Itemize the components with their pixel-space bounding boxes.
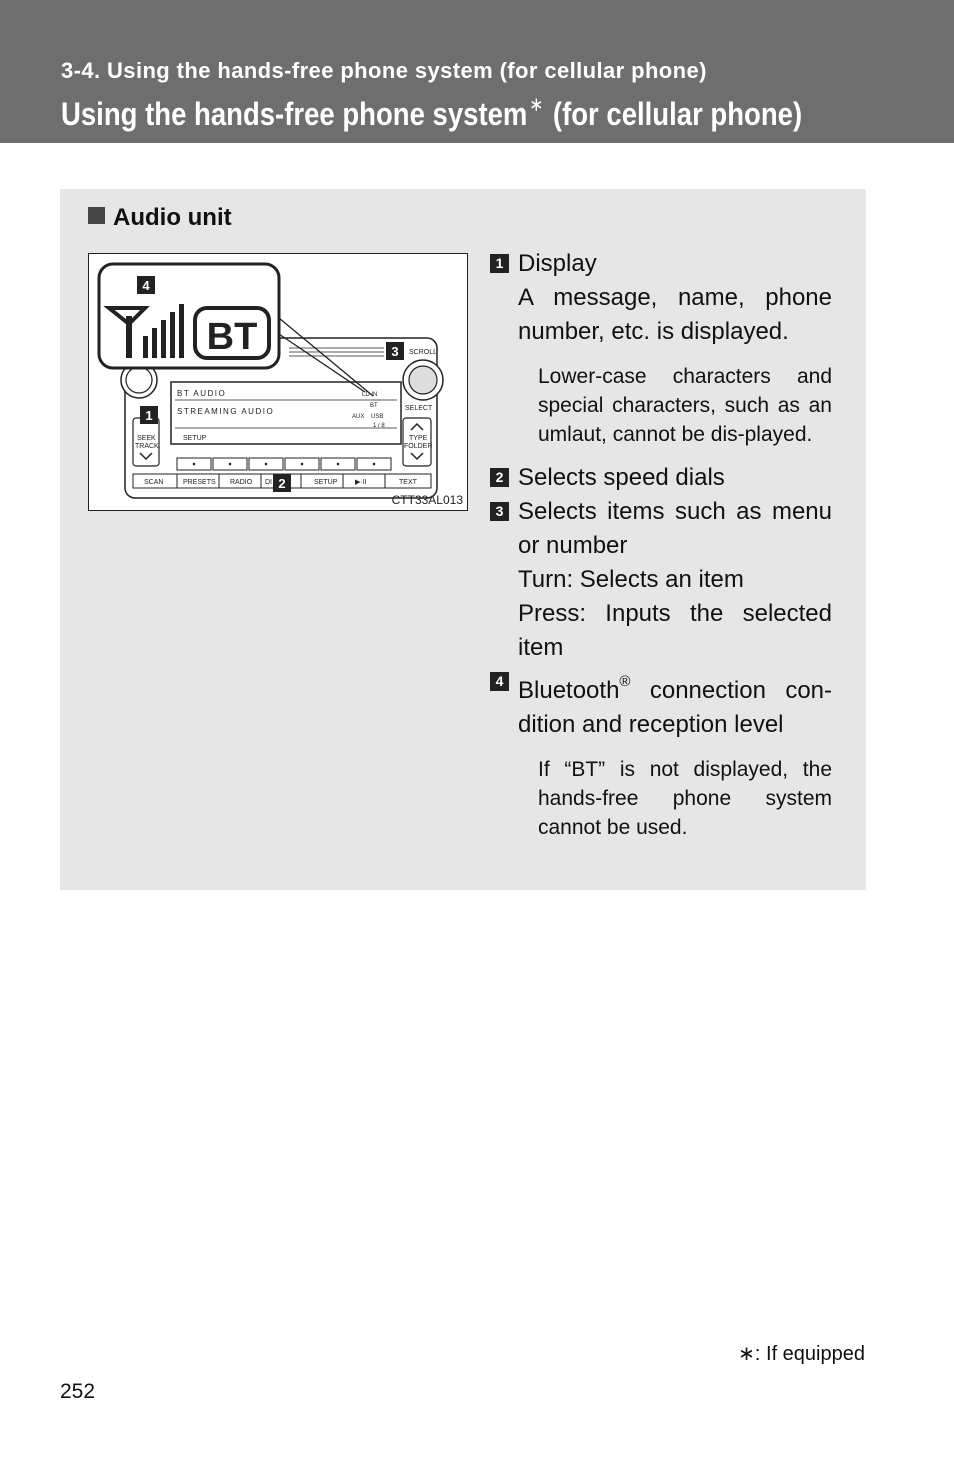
chapter-header xyxy=(0,0,954,143)
item-title: Display xyxy=(518,250,597,277)
item-line: A message, name, phone number, etc. is displayed. xyxy=(518,284,832,345)
callout-3: 3 xyxy=(391,344,399,359)
callout-1: 1 xyxy=(145,408,153,423)
screen-line-2: STREAMING AUDIO xyxy=(177,407,275,416)
callout-2: 2 xyxy=(278,476,286,491)
item-note: If “BT” is not displayed, the hands-free phone system cannot be used. xyxy=(538,758,832,839)
page-title-main: Using the hands-free phone system xyxy=(61,96,528,132)
square-bullet-icon xyxy=(88,207,105,224)
item-title-text: Bluetooth xyxy=(518,677,620,704)
button-setup: SETUP xyxy=(314,479,338,486)
folder-label: FOLDER xyxy=(404,443,433,450)
item-number: 3 xyxy=(490,502,509,521)
button-di: DI xyxy=(265,479,272,486)
screen-line-1: BT AUDIO xyxy=(177,389,227,398)
screen-line-3: SETUP xyxy=(183,435,207,442)
audio-unit-illustration xyxy=(89,254,467,510)
figure-code: CTT33AL013 xyxy=(391,493,463,507)
audio-unit-figure xyxy=(88,253,468,511)
item-title xyxy=(518,665,832,742)
seek-label: SEEK xyxy=(137,435,156,442)
item-number: 4 xyxy=(490,672,509,691)
item-title-rest: connection con-dition and reception level xyxy=(518,677,832,738)
indicator-bt: BT xyxy=(370,403,378,409)
button-text: TEXT xyxy=(399,479,417,486)
knob-label-scroll: SCROLL xyxy=(409,349,438,356)
item-title: Selects items such as menu or number xyxy=(518,498,832,559)
item-number: 2 xyxy=(490,468,509,487)
page-title xyxy=(61,92,802,133)
callout-4: 4 xyxy=(142,278,150,293)
section-title: 3-4. Using the hands-free phone system (for cellular phone) xyxy=(61,58,707,83)
page-title-suffix: (for cellular phone) xyxy=(552,96,803,132)
item-note: Lower-case characters and special characters, such as an umlaut, cannot be dis-played. xyxy=(538,365,832,446)
bt-inset-label: BT xyxy=(206,316,258,358)
panel-heading-text: Audio unit xyxy=(113,204,232,231)
page-number: 252 xyxy=(60,1380,96,1403)
type-label: TYPE xyxy=(409,435,428,442)
equipped-mark: ∗ xyxy=(529,94,544,116)
indicator-usb: USB xyxy=(371,414,384,420)
button-radio: RADIO xyxy=(230,479,253,486)
item-speed-dials xyxy=(490,461,832,495)
button-presets: PRESETS xyxy=(183,479,216,486)
footnote: ∗: If equipped xyxy=(738,1343,865,1365)
item-line: Turn: Selects an item xyxy=(518,566,744,593)
item-select-knob xyxy=(490,495,832,665)
track-label: TRACK xyxy=(135,443,159,450)
audio-unit-panel xyxy=(60,189,866,890)
registered-mark: ® xyxy=(619,673,631,690)
indicator-aux: AUX xyxy=(352,414,365,420)
item-line: Press: Inputs the selected item xyxy=(518,600,832,661)
callout-descriptions xyxy=(490,247,832,854)
button-scan: SCAN xyxy=(144,479,164,486)
item-display xyxy=(490,247,832,449)
indicator-track-count: 1 / 8 xyxy=(373,423,385,429)
item-number: 1 xyxy=(490,254,509,273)
item-title: Selects speed dials xyxy=(518,464,725,491)
item-bluetooth xyxy=(490,665,832,842)
panel-heading xyxy=(88,204,232,232)
button-play-pause: ▶·II xyxy=(355,479,367,486)
indicator-ld-in: LD IN xyxy=(362,392,378,398)
knob-label-select: SELECT xyxy=(405,405,433,412)
